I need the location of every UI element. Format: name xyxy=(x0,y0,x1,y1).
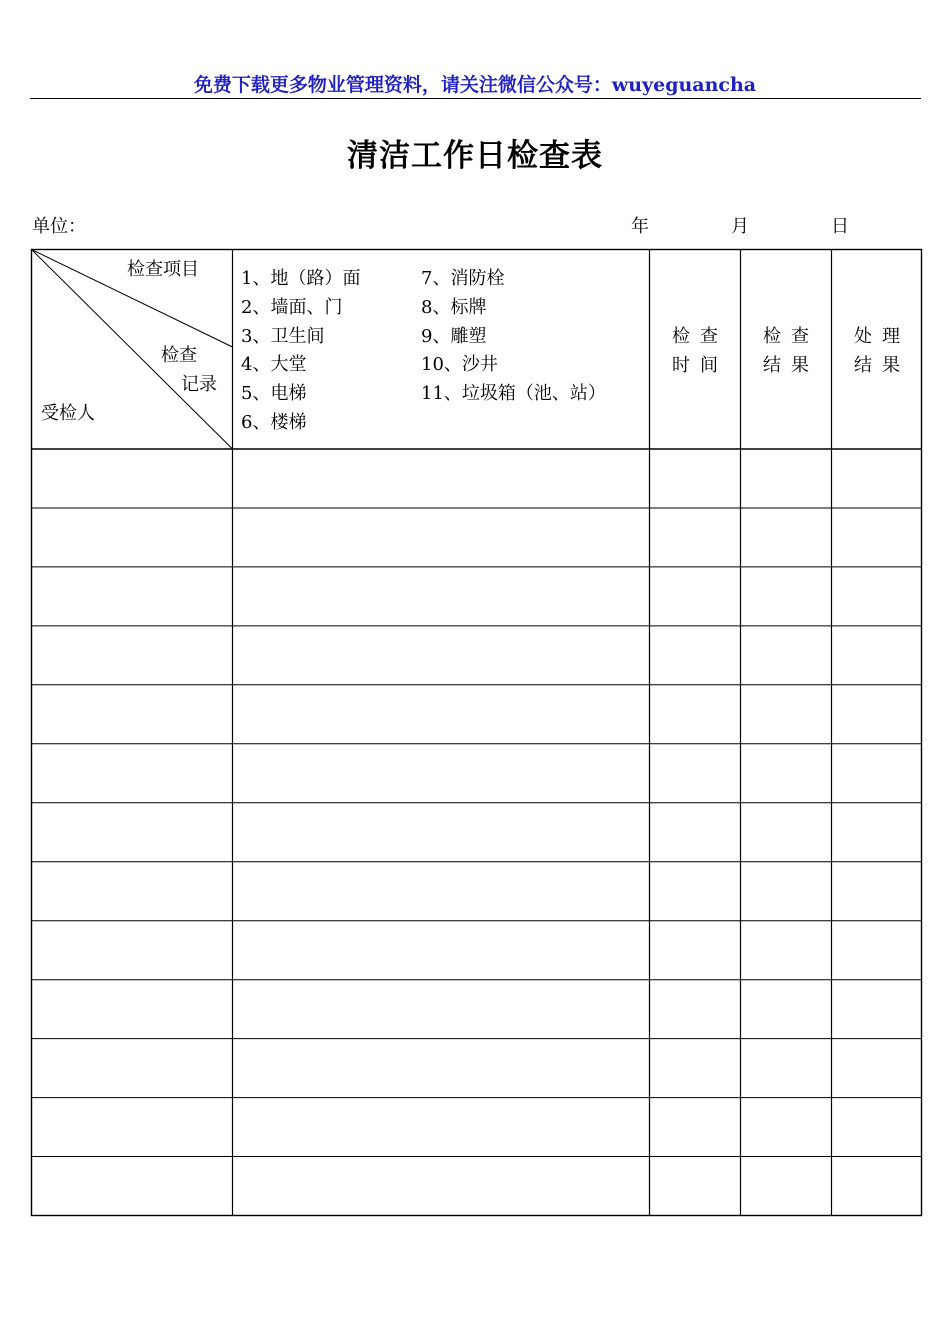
items-cell[interactable] xyxy=(232,626,649,685)
time-cell[interactable] xyxy=(649,1039,740,1098)
handling-cell[interactable] xyxy=(831,449,921,508)
result-cell[interactable] xyxy=(740,980,831,1039)
inspectee-cell[interactable] xyxy=(31,567,232,626)
inspectee-header-label: 受检人 xyxy=(41,403,95,424)
inspection-item: 7、消防栓 xyxy=(421,268,505,289)
handling-cell[interactable] xyxy=(831,803,921,862)
check-result-header-line1: 检查 xyxy=(763,326,819,347)
items-header-label: 检查项目 xyxy=(127,259,199,280)
inspection-item: 4、大堂 xyxy=(241,354,307,376)
check-result-header xyxy=(741,322,831,380)
inspectee-cell[interactable] xyxy=(31,626,232,685)
inspectee-cell[interactable] xyxy=(31,803,232,862)
handling-cell[interactable] xyxy=(831,1098,921,1157)
items-cell[interactable] xyxy=(232,744,649,803)
result-cell[interactable] xyxy=(740,803,831,862)
result-cell[interactable] xyxy=(740,1039,831,1098)
year-label: 年 xyxy=(631,216,649,237)
inspection-item: 3、卫生间 xyxy=(241,325,325,347)
inspectee-cell[interactable] xyxy=(31,980,232,1039)
check-time-header xyxy=(650,322,740,380)
result-cell[interactable] xyxy=(740,1098,831,1157)
items-cell[interactable] xyxy=(232,508,649,567)
result-cell[interactable] xyxy=(740,626,831,685)
table-row xyxy=(31,921,921,980)
inspectee-cell[interactable] xyxy=(31,1039,232,1098)
inspection-item: 10、沙井 xyxy=(421,354,498,376)
inspection-item: 11、垃圾箱（池、站） xyxy=(421,383,606,405)
table-row xyxy=(31,449,921,508)
inspectee-cell[interactable] xyxy=(31,685,232,744)
inspectee-cell[interactable] xyxy=(31,744,232,803)
promo-banner: 免费下载更多物业管理资料，请关注微信公众号：wuyeguancha xyxy=(193,74,757,96)
check-time-header-line1: 检查 xyxy=(672,326,728,347)
items-cell[interactable] xyxy=(232,449,649,508)
day-label: 日 xyxy=(831,216,849,237)
inspection-item: 8、标牌 xyxy=(421,296,487,318)
items-cell[interactable] xyxy=(232,803,649,862)
time-cell[interactable] xyxy=(649,921,740,980)
check-result-header-line2: 结果 xyxy=(763,355,819,376)
items-cell[interactable] xyxy=(232,567,649,626)
table-row xyxy=(31,744,921,803)
inspectee-cell[interactable] xyxy=(31,1098,232,1157)
handling-cell[interactable] xyxy=(831,567,921,626)
handling-cell[interactable] xyxy=(831,508,921,567)
inspectee-cell[interactable] xyxy=(31,1157,232,1216)
result-cell[interactable] xyxy=(740,508,831,567)
handling-cell[interactable] xyxy=(831,1039,921,1098)
result-cell[interactable] xyxy=(740,744,831,803)
result-cell[interactable] xyxy=(740,862,831,921)
table-row xyxy=(31,567,921,626)
record-header-label-1: 检查 xyxy=(161,345,197,366)
check-time-header-line2: 时间 xyxy=(672,355,728,376)
inspection-item: 2、墙面、门 xyxy=(241,296,343,318)
time-cell[interactable] xyxy=(649,508,740,567)
table-row xyxy=(31,1157,921,1216)
handle-result-header-line1: 处理 xyxy=(854,326,910,347)
time-cell[interactable] xyxy=(649,980,740,1039)
time-cell[interactable] xyxy=(649,685,740,744)
result-cell[interactable] xyxy=(740,1157,831,1216)
table-row xyxy=(31,1098,921,1157)
items-cell[interactable] xyxy=(232,1098,649,1157)
table-row xyxy=(31,508,921,567)
result-cell[interactable] xyxy=(740,567,831,626)
time-cell[interactable] xyxy=(649,626,740,685)
inspection-item xyxy=(421,409,641,438)
items-cell[interactable] xyxy=(232,862,649,921)
inspectee-cell[interactable] xyxy=(31,508,232,567)
inspection-item: 1、地（路）面 xyxy=(241,268,361,289)
inspectee-cell[interactable] xyxy=(31,449,232,508)
time-cell[interactable] xyxy=(649,449,740,508)
inspection-item: 6、楼梯 xyxy=(241,411,307,433)
table-row xyxy=(31,626,921,685)
items-cell[interactable] xyxy=(232,980,649,1039)
inspectee-cell[interactable] xyxy=(31,862,232,921)
table-row xyxy=(31,1039,921,1098)
result-cell[interactable] xyxy=(740,921,831,980)
inspection-items-list xyxy=(241,265,641,438)
items-cell[interactable] xyxy=(232,1157,649,1216)
record-header-label-2: 记录 xyxy=(181,374,217,395)
items-cell[interactable] xyxy=(232,685,649,744)
table-row xyxy=(31,685,921,744)
handling-cell[interactable] xyxy=(831,626,921,685)
table-row xyxy=(31,980,921,1039)
inspectee-cell[interactable] xyxy=(31,921,232,980)
handle-result-header xyxy=(832,322,922,380)
handling-cell[interactable] xyxy=(831,685,921,744)
month-label: 月 xyxy=(731,216,749,237)
items-cell[interactable] xyxy=(232,1039,649,1098)
page-title: 清洁工作日检查表 xyxy=(347,138,603,174)
handle-result-header-line2: 结果 xyxy=(854,355,910,376)
table-row xyxy=(31,803,921,862)
time-cell[interactable] xyxy=(649,862,740,921)
time-cell[interactable] xyxy=(649,1157,740,1216)
result-cell[interactable] xyxy=(740,449,831,508)
handling-cell[interactable] xyxy=(831,862,921,921)
handling-cell[interactable] xyxy=(831,1157,921,1216)
inspection-item: 5、电梯 xyxy=(241,383,307,405)
handling-cell[interactable] xyxy=(831,921,921,980)
handling-cell[interactable] xyxy=(831,980,921,1039)
handling-cell[interactable] xyxy=(831,744,921,803)
result-cell[interactable] xyxy=(740,685,831,744)
time-cell[interactable] xyxy=(649,1098,740,1157)
time-cell[interactable] xyxy=(649,567,740,626)
time-cell[interactable] xyxy=(649,803,740,862)
time-cell[interactable] xyxy=(649,744,740,803)
table-row xyxy=(31,862,921,921)
items-cell[interactable] xyxy=(232,921,649,980)
unit-label: 单位： xyxy=(32,216,86,237)
inspection-item: 9、雕塑 xyxy=(421,325,487,347)
